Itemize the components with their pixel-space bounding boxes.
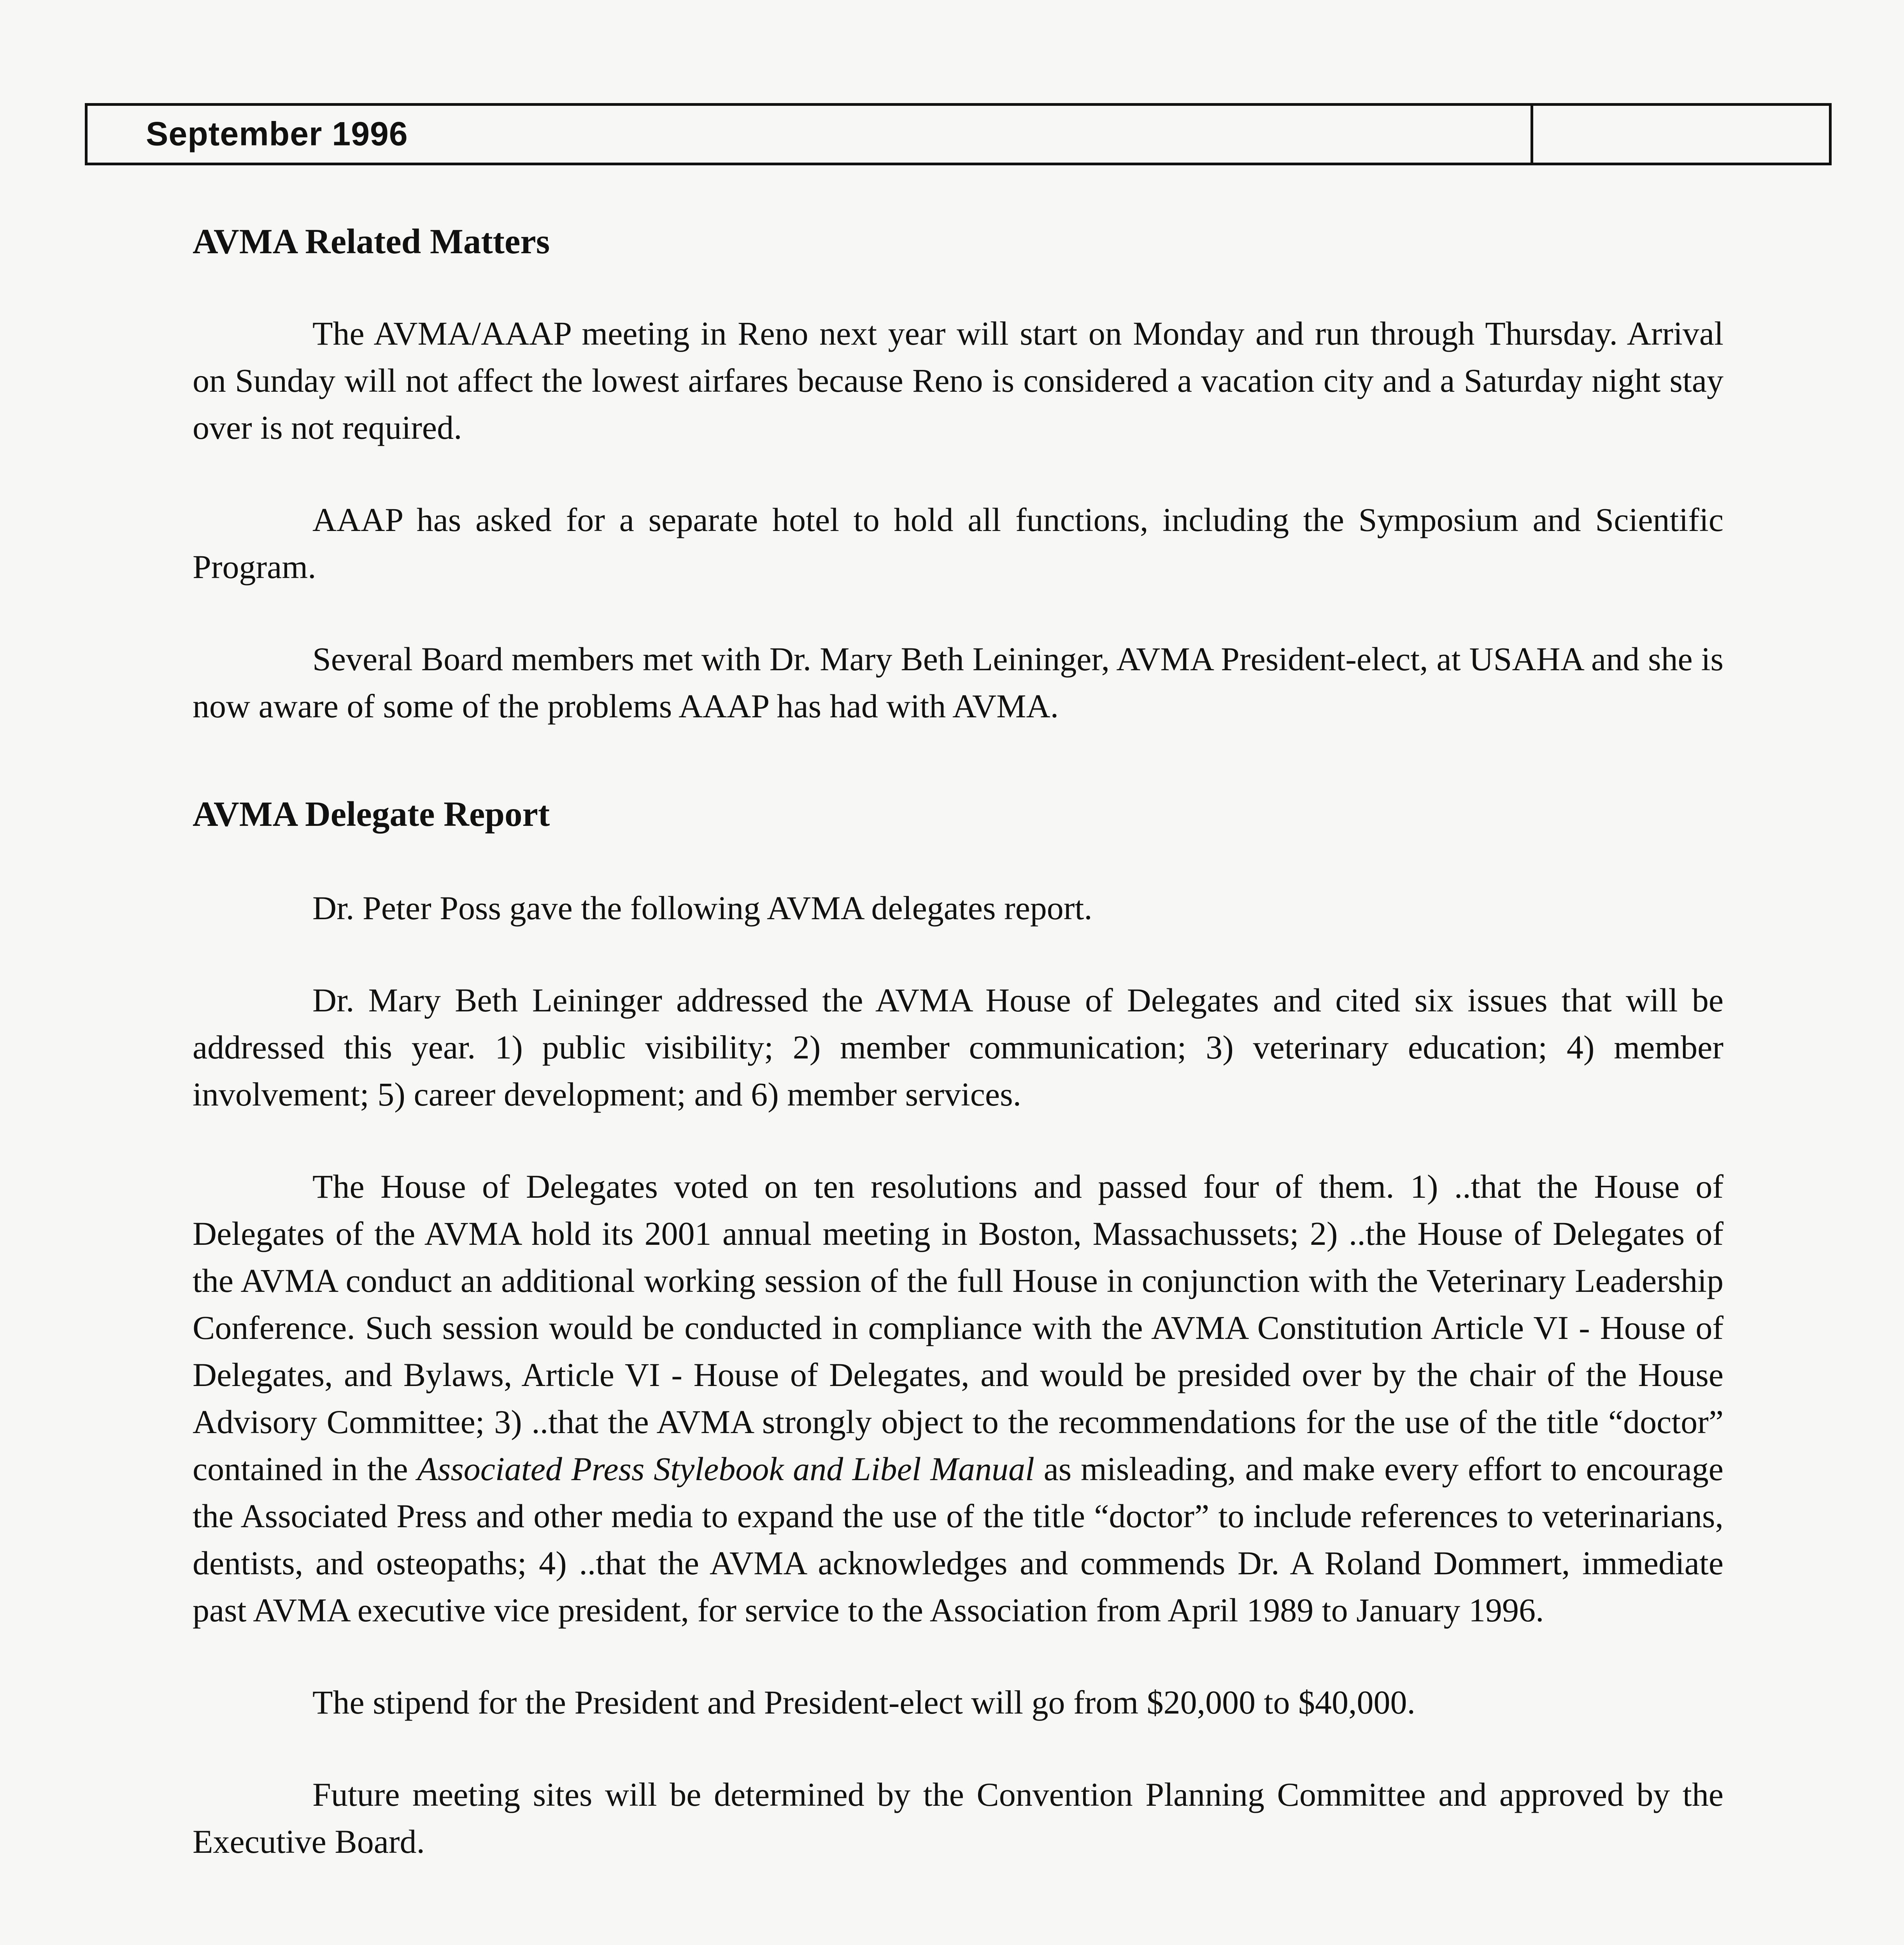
heading-avma-delegate-report: AVMA Delegate Report bbox=[193, 794, 550, 834]
header-date: September 1996 bbox=[146, 115, 408, 153]
paragraph: Future meeting sites will be determined by the Convention Planning Committee and approved by the Executive Board. bbox=[193, 1776, 1723, 1860]
paragraph: The stipend for the President and President-elect will go from $20,000 to $40,000. bbox=[312, 1684, 1416, 1721]
page-content bbox=[193, 218, 1723, 1945]
resolutions-text-1: The House of Delegates voted on ten resolutions and passed four of them. 1) ..that the House of Delegates of the AVMA hold its 2001 annual meeting in Boston, Massachussets; 2) ..the House of Delegates of the AVMA conduct an additional working session of the full House in conjunction with the Veterinary Leadership Conference. Such session would be conducted in compliance with the AVMA Constitution Article VI - House of Delegates, and Bylaws, Article VI - House of Delegates, and would be presided over by the chair of the House Advisory Committee; 3) ..that the AVMA strongly object to the recommendations for the use of the title “doctor” contained in the bbox=[193, 1168, 1723, 1488]
publication-title: Associated Press Stylebook and Libel Manual bbox=[417, 1450, 1034, 1488]
paragraph: The AVMA/AAAP meeting in Reno next year will start on Monday and run through Thursday. Arrival on Sunday will not affect the lowest airfares because Reno is considered a vacation city and a Saturday night stay over is not required. bbox=[193, 315, 1723, 446]
paragraph: Dr. Peter Poss gave the following AVMA delegates report. bbox=[312, 889, 1092, 927]
resolutions-text-2: as misleading, and make every effort to encourage the Associated Press and other media to expand the use of the title “doctor” to include references to veterinarians, dentists, and osteopaths; 4) ..that the AVMA acknowledges and commends Dr. A Roland Dommert, immediate past AVMA executive vice president, for service to the Association from April 1989 to January 1996. bbox=[193, 1450, 1723, 1629]
paragraph: AAAP has asked for a separate hotel to hold all functions, including the Symposium and Scientific Program. bbox=[193, 501, 1723, 585]
paragraph: Several Board members met with Dr. Mary Beth Leininger, AVMA President-elect, at USAHA and she is now aware of some of the problems AAAP has had with AVMA. bbox=[193, 640, 1723, 725]
header-bar bbox=[85, 103, 1832, 165]
header-box bbox=[1531, 106, 1829, 163]
paragraph: Dr. Mary Beth Leininger addressed the AVMA House of Delegates and cited six issues that will be addressed this year. 1) public visibility; 2) member communication; 3) veterinary education; 4) member involvement; 5) career development; and 6) member services. bbox=[193, 981, 1723, 1113]
heading-avma-related-matters: AVMA Related Matters bbox=[193, 222, 550, 261]
resolutions-paragraph bbox=[193, 1163, 1723, 1634]
